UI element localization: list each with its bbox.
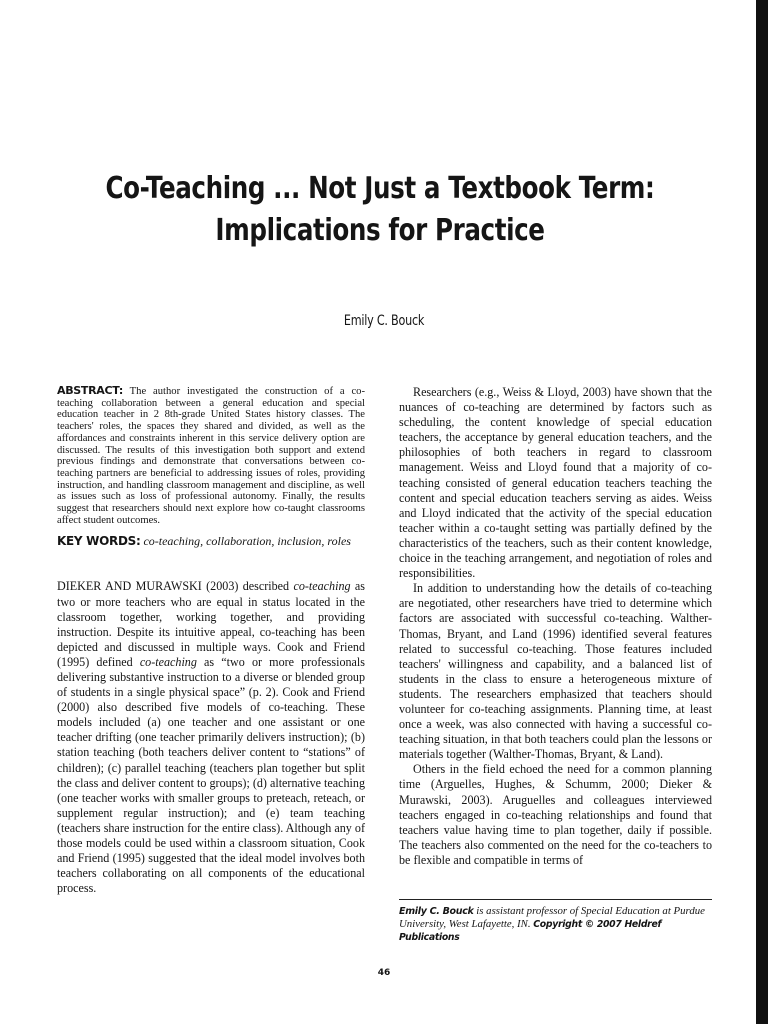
keywords-label: KEY WORDS: xyxy=(57,534,141,549)
keywords xyxy=(57,534,365,549)
right-column xyxy=(399,385,712,868)
intro-paragraph xyxy=(57,579,365,896)
author-footnote xyxy=(399,905,715,944)
body-paragraph-2: In addition to understanding how the details of co-teaching are negotiated, other researchers have tried to determine which factors are associated with successful co-teaching. Walther-Thomas, Bryant, and Land (1996) identified several features related to successful co-teaching. Those features included teachers' willingness and capability, and a balanced list of students in the class to ensure a heterogeneous mixture of students. The researchers emphasized that teachers should volunteer for co-teaching assignments. Planning time, at least once a week, was also connected with having a successful co-teaching situation, in that both teachers could plan the lessons or materials together (Walther-Thomas, Bryant, & Land). xyxy=(399,581,712,762)
title-line-2: Implications for Practice xyxy=(215,213,545,248)
intro-text-1: DIEKER AND MURAWSKI (2003) described xyxy=(57,579,294,594)
intro-text-2: as two or more teachers who are equal in status located in the classroom together, working together, and providing instruction. Despite its intuitive appeal, co-teaching has been depicted and discussed in multiple ways. Cook and Friend (1995) defined xyxy=(57,579,365,669)
page-edge-shadow xyxy=(756,0,768,1024)
footnote-divider xyxy=(399,899,712,900)
keywords-text: co-teaching, collaboration, inclusion, roles xyxy=(143,534,351,549)
footnote-author: Emily C. Bouck xyxy=(399,906,474,917)
left-column xyxy=(57,385,365,896)
footnote-affiliation: is assistant professor of Special Education at Purdue University, West Lafayette, IN. xyxy=(399,905,705,930)
body-paragraph-3: Others in the field echoed the need for a common planning time (Arguelles, Hughes, & Schumm, 2000; Dieker & Murawski, 2003). Aruguelles and colleagues interviewed teachers engaged in co-teaching relationships and found that teachers value having time to plan together, daily if possible. The teachers also commented on the need for the co-teachers to be flexible and compatible in terms of xyxy=(399,762,712,867)
article-title xyxy=(101,168,659,252)
title-line-1: Co-Teaching ... Not Just a Textbook Term: xyxy=(105,171,655,206)
page-number: 46 xyxy=(377,968,391,978)
abstract-label: ABSTRACT: xyxy=(57,384,123,397)
intro-term-1: co-teaching xyxy=(293,579,351,594)
author-name: Emily C. Bouck xyxy=(343,313,425,329)
abstract xyxy=(57,385,365,526)
intro-text-3: as “two or more professionals delivering substantive instruction to a diverse or blended group of students in a single physical space” (p. 2). Cook and Friend (2000) also described five models of co-teaching. These models included (a) one teacher and one assistant or one teacher drifting (one teacher primarily delivers instruction); (b) station teaching (both teachers deliver content to “stations” of children); (c) parallel teaching (teachers plan together but split the class and deliver content to groups); (d) alternative teaching (one teacher works with smaller groups to preteach, reteach, or supplement regular instruction); and (e) team teaching (teachers share instruction for the entire class). Although any of those models could be used within a classroom situation, Cook and Friend (1995) suggested that the ideal model involves both teachers collaborating on all components of the educational process. xyxy=(57,654,365,896)
body-paragraph-1: Researchers (e.g., Weiss & Lloyd, 2003) have shown that the nuances of co-teaching are determined by factors such as scheduling, the content knowledge of special education teachers, the acceptance by general education teachers, and the philosophies of both teachers in regard to classroom management. Weiss and Lloyd found that a majority of co-teaching consisted of general education teachers teaching the content and special education teachers serving as aides. Weiss and Lloyd indicated that the activity of the special education teacher within a co-taught setting was partially defined by the characteristics of the teachers, such as their content knowledge, choice in the teaching arrangement, and negotiation of roles and responsibilities. xyxy=(399,385,712,581)
intro-term-2: co-teaching xyxy=(139,654,197,669)
abstract-text: The author investigated the construction of a co-teaching collaboration between a general education and special education teacher in 2 8th-grade United States history classes. The teachers' roles, the spaces they shared and divided, as well as the affordances and constraints inherent in this service delivery option are discussed. The results of this investigation both support and extend previous findings and demonstrate that conversations between co-teaching partners are beneficial to addressing issues of roles, providing instruction, and handling classroom management and discipline, as well as issues such as loss of professional autonomy. Finally, the results suggest that researchers should next explore how co-taught classrooms affect student outcomes. xyxy=(57,386,365,526)
footnote-copyright: Copyright © 2007 Heldref Publications xyxy=(399,919,662,943)
